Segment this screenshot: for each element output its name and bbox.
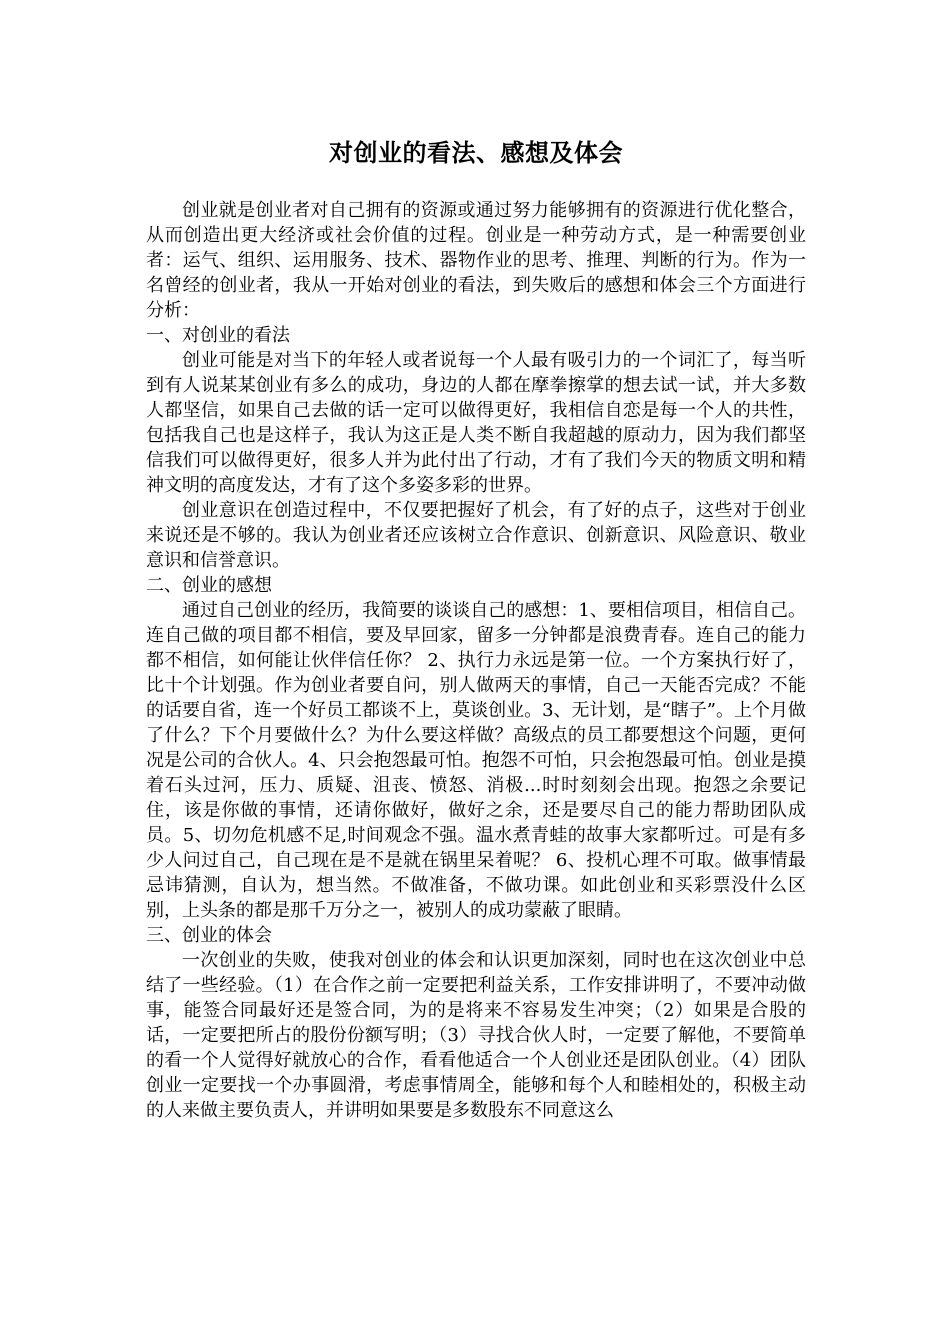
intro-paragraph: 创业就是创业者对自己拥有的资源或通过努力能够拥有的资源进行优化整合，从而创造出更大经济或社会价值的过程。创业是一种劳动方式，是一种需要创业者：运气、组织、运用服务、技术、器物作业的思考、推理、判断的行为。作为一名曾经的创业者，我从一开始对创业的看法，到失败后的感想和体会三个方面进行分析： [146, 200, 806, 321]
experience-paragraph-1: 一次创业的失败，使我对创业的体会和认识更加深刻，同时也在这次创业中总结了一些经验。（1）在合作之前一定要把利益关系，工作安排讲明了，不要冲动做事，能签合同最好还是签合同，为的是将来不容易发生冲突；（2）如果是合股的话，一定要把所占的股份份额写明；（3）寻找合伙人时，一定要了解他，不要简单的看一个人觉得好就放心的合作，看看他适合一个人创业还是团队创业。（4）团队创业一定要找一个办事圆滑，考虑事情周全，能够和每个人和睦相处的，积极主动的人来做主要负责人，并讲明如果要是多数股东不同意这么 [146, 950, 806, 1121]
document-title: 对创业的看法、感想及体会 [329, 138, 623, 167]
document-body [146, 198, 806, 1123]
views-paragraph-2: 创业意识在创造过程中，不仅要把握好了机会，有了好的点子，这些对于创业来说还是不够的。我认为创业者还应该树立合作意识、创新意识、风险意识、敬业意识和信誉意识。 [146, 500, 806, 571]
section-heading-thoughts: 二、创业的感想 [146, 575, 272, 596]
document-page [146, 0, 806, 1123]
thoughts-paragraph-1: 通过自己创业的经历，我简要的谈谈自己的感想：1、要相信项目，相信自己。连自己做的项目都不相信，要及早回家，留多一分钟都是浪费青春。连自己的能力都不相信，如何能让伙伴信任你？ 2、执行力永远是第一位。一个方案执行好了，比十个计划强。作为创业者要自问，别人做两天的事情，自己一天能否完成？不能的话要自省，连一个好员工都谈不上，莫谈创业。3、无计划，是“瞎子”。上个月做了什么？下个月要做什么？为什么要这样做？高级点的员工都要想这个问题，更何况是公司的合伙人。4、只会抱怨最可怕。抱怨不可怕，只会抱怨最可怕。创业是摸着石头过河，压力、质疑、沮丧、愤怒、消极...时时刻刻会出现。抱怨之余要记住，该是你做的事情，还请你做好，做好之余，还是要尽自己的能力帮助团队成员。5、切勿危机感不足,时间观念不强。温水煮青蛙的故事大家都听过。可是有多少人问过自己，自己现在是不是就在锅里呆着呢？ 6、投机心理不可取。做事情最忌讳猜测，自认为，想当然。不做准备，不做功课。如此创业和买彩票没什么区别，上头条的都是那千万分之一，被别人的成功蒙蔽了眼睛。 [146, 600, 806, 921]
section-heading-experience: 三、创业的体会 [146, 925, 272, 946]
section-heading-views: 一、对创业的看法 [146, 325, 290, 346]
views-paragraph-1: 创业可能是对当下的年轻人或者说每一个人最有吸引力的一个词汇了，每当听到有人说某某创业有多么的成功，身边的人都在摩拳擦掌的想去试一试，并大多数人都坚信，如果自己去做的话一定可以做得更好，我相信自恋是每一个人的共性，包括我自己也是这样子，我认为这正是人类不断自我超越的原动力，因为我们都坚信我们可以做得更好，很多人并为此付出了行动，才有了我们今天的物质文明和精神文明的高度发达，才有了这个多姿多彩的世界。 [146, 350, 806, 496]
